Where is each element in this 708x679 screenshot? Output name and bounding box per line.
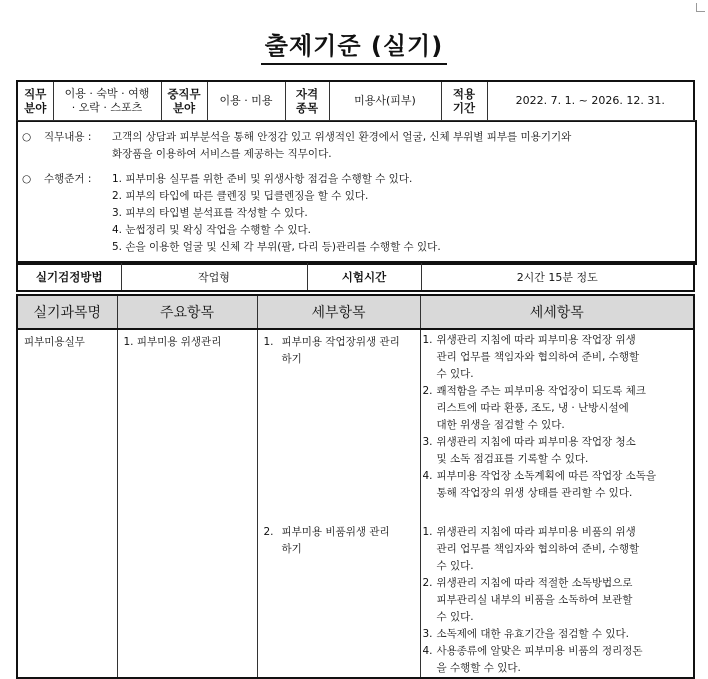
detail-line: 위생관리 지침에 따라 피부미용 작업장 위생 [436, 334, 636, 346]
info-table [16, 80, 695, 122]
description-box [16, 120, 697, 265]
detail-line: 쾌적함을 주는 피부미용 작업장이 되도록 체크 [436, 385, 646, 397]
detail-number: 2. [422, 385, 433, 397]
sub-item-text [282, 334, 400, 368]
performance-bullet: ○ [22, 173, 32, 185]
license-value-text: 미용사(피부) [354, 94, 416, 107]
detail-text [437, 524, 640, 575]
detail-line: 을 수행할 수 있다. [436, 662, 521, 674]
sub-item-line: 피부미용 작업장위생 관리 [281, 336, 400, 348]
detail-line: 수 있다. [436, 560, 474, 572]
page-title: 출제기준 (실기) [261, 26, 447, 65]
performance-item: 1. 피부미용 실무를 위한 준비 및 위생사항 점검을 수행할 수 있다. [112, 173, 413, 185]
detail-line: 위생관리 지침에 따라 피부미용 작업장 청소 [436, 436, 636, 448]
detail-item [423, 626, 688, 643]
method-value: 작업형 [121, 262, 307, 291]
detail-line: 관리 업무를 책임자와 협의하여 준비, 수행할 [436, 351, 640, 363]
header-detail-item: 세세항목 [420, 295, 694, 329]
duty-bullet: ○ [22, 131, 32, 143]
detail-line: 피부관리실 내부의 비품을 소독하여 보관할 [436, 594, 633, 606]
detail-line: 위생관리 지침에 따라 적절한 소독방법으로 [436, 577, 633, 589]
detail-text [437, 575, 633, 626]
detail-text [437, 332, 640, 383]
sub-item [264, 334, 416, 368]
detail-text [437, 383, 646, 434]
detail-item [423, 383, 688, 434]
duty-line: 고객의 상담과 피부분석을 통해 안정감 있고 위생적인 환경에서 얼굴, 신체 부위별 피부를 미용기기와 [112, 131, 572, 143]
detail-text [437, 434, 636, 468]
detail-item [423, 332, 688, 383]
subject-cell: 피부미용실무 [17, 329, 117, 678]
performance-section [22, 171, 441, 256]
exam-method-table [16, 261, 695, 292]
sub-item-line: 피부미용 비품위생 관리 [281, 526, 390, 538]
job-field-value-text: 이용 · 숙박 · 여행 · 오락 · 스포츠 [64, 87, 150, 114]
duty-text [112, 129, 571, 163]
sub-item-line: 하기 [281, 543, 302, 555]
detail-item [423, 434, 688, 468]
major-item-cell: 1. 피부미용 위생관리 [117, 329, 257, 678]
period-label-text: 적용 기간 [452, 87, 476, 115]
sub-item-text [282, 524, 390, 558]
performance-item: 3. 피부의 타입별 분석표를 작성할 수 있다. [112, 207, 308, 219]
job-field-value [53, 81, 161, 121]
detail-line: 및 소독 점검표를 기록할 수 있다. [436, 453, 589, 465]
period-value-text: 2022. 7. 1. ~ 2026. 12. 31. [515, 94, 665, 107]
detail-cell-1 [420, 329, 694, 512]
header-major-item: 주요항목 [117, 295, 257, 329]
detail-number: 3. [422, 628, 433, 640]
detail-item [423, 468, 688, 502]
detail-number: 2. [422, 577, 433, 589]
period-value [487, 81, 694, 121]
performance-label: 수행준거 : [44, 173, 92, 185]
detail-cell-2 [420, 512, 694, 678]
detail-number: 3. [422, 436, 433, 448]
detail-item [423, 524, 688, 575]
detail-number: 1. [422, 526, 433, 538]
criteria-table [16, 294, 695, 679]
performance-item: 4. 눈썹정리 및 왁싱 작업을 수행할 수 있다. [112, 224, 312, 236]
title-container [0, 26, 708, 65]
performance-item: 5. 손을 이용한 얼굴 및 신체 각 부위(팔, 다리 등)관리를 수행할 수 있다. [112, 241, 441, 253]
detail-line: 수 있다. [436, 611, 474, 623]
sub-item [264, 524, 416, 558]
duty-label: 직무내용 : [44, 131, 92, 143]
detail-line: 통해 작업장의 위생 상태를 관리할 수 있다. [436, 487, 633, 499]
sub-field-label [161, 81, 207, 121]
performance-item: 2. 피부의 타입에 따른 클렌징 및 딥클렌징을 할 수 있다. [112, 190, 369, 202]
sub-field-label-text: 중직무 분야 [167, 87, 201, 115]
sub-item-cell-1 [257, 329, 420, 512]
duty-section [22, 129, 571, 163]
sub-item-number: 1. [263, 336, 274, 348]
detail-line: 관리 업무를 책임자와 협의하여 준비, 수행할 [436, 543, 640, 555]
detail-line: 소독제에 대한 유효기간을 점검할 수 있다. [436, 628, 629, 640]
detail-item [423, 575, 688, 626]
page-corner-mark [696, 3, 705, 12]
detail-number: 1. [422, 334, 433, 346]
period-label [441, 81, 487, 121]
time-label: 시험시간 [307, 262, 421, 291]
license-value [329, 81, 441, 121]
detail-number: 4. [422, 645, 433, 657]
sub-field-value-text: 이용 · 미용 [219, 94, 273, 107]
detail-line: 사용종류에 알맞은 피부미용 비품의 정리정돈 [436, 645, 643, 657]
detail-line: 수 있다. [436, 368, 474, 380]
detail-line: 대한 위생을 점검할 수 있다. [436, 419, 565, 431]
job-field-label [17, 81, 53, 121]
license-label [285, 81, 329, 121]
performance-items [112, 171, 441, 256]
header-subject: 실기과목명 [17, 295, 117, 329]
detail-text [437, 626, 629, 643]
detail-line: 위생관리 지침에 따라 피부미용 비품의 위생 [436, 526, 636, 538]
duty-line: 화장품을 이용하여 서비스를 제공하는 직무이다. [112, 148, 332, 160]
detail-line: 리스트에 따라 환풍, 조도, 냉 · 난방시설에 [436, 402, 629, 414]
sub-item-number: 2. [263, 526, 274, 538]
sub-field-value [207, 81, 285, 121]
time-value: 2시간 15분 정도 [421, 262, 694, 291]
sub-item-cell-2 [257, 512, 420, 678]
method-label: 실기검정방법 [17, 262, 121, 291]
detail-text [437, 643, 643, 677]
job-field-label-text: 직무 분야 [24, 87, 47, 115]
header-sub-item: 세부항목 [257, 295, 420, 329]
detail-item [423, 643, 688, 677]
sub-item-line: 하기 [281, 353, 302, 365]
detail-number: 4. [422, 470, 433, 482]
detail-text [437, 468, 657, 502]
license-label-text: 자격 종목 [295, 87, 319, 115]
detail-line: 피부미용 작업장 소독계획에 따른 작업장 소독을 [436, 470, 657, 482]
